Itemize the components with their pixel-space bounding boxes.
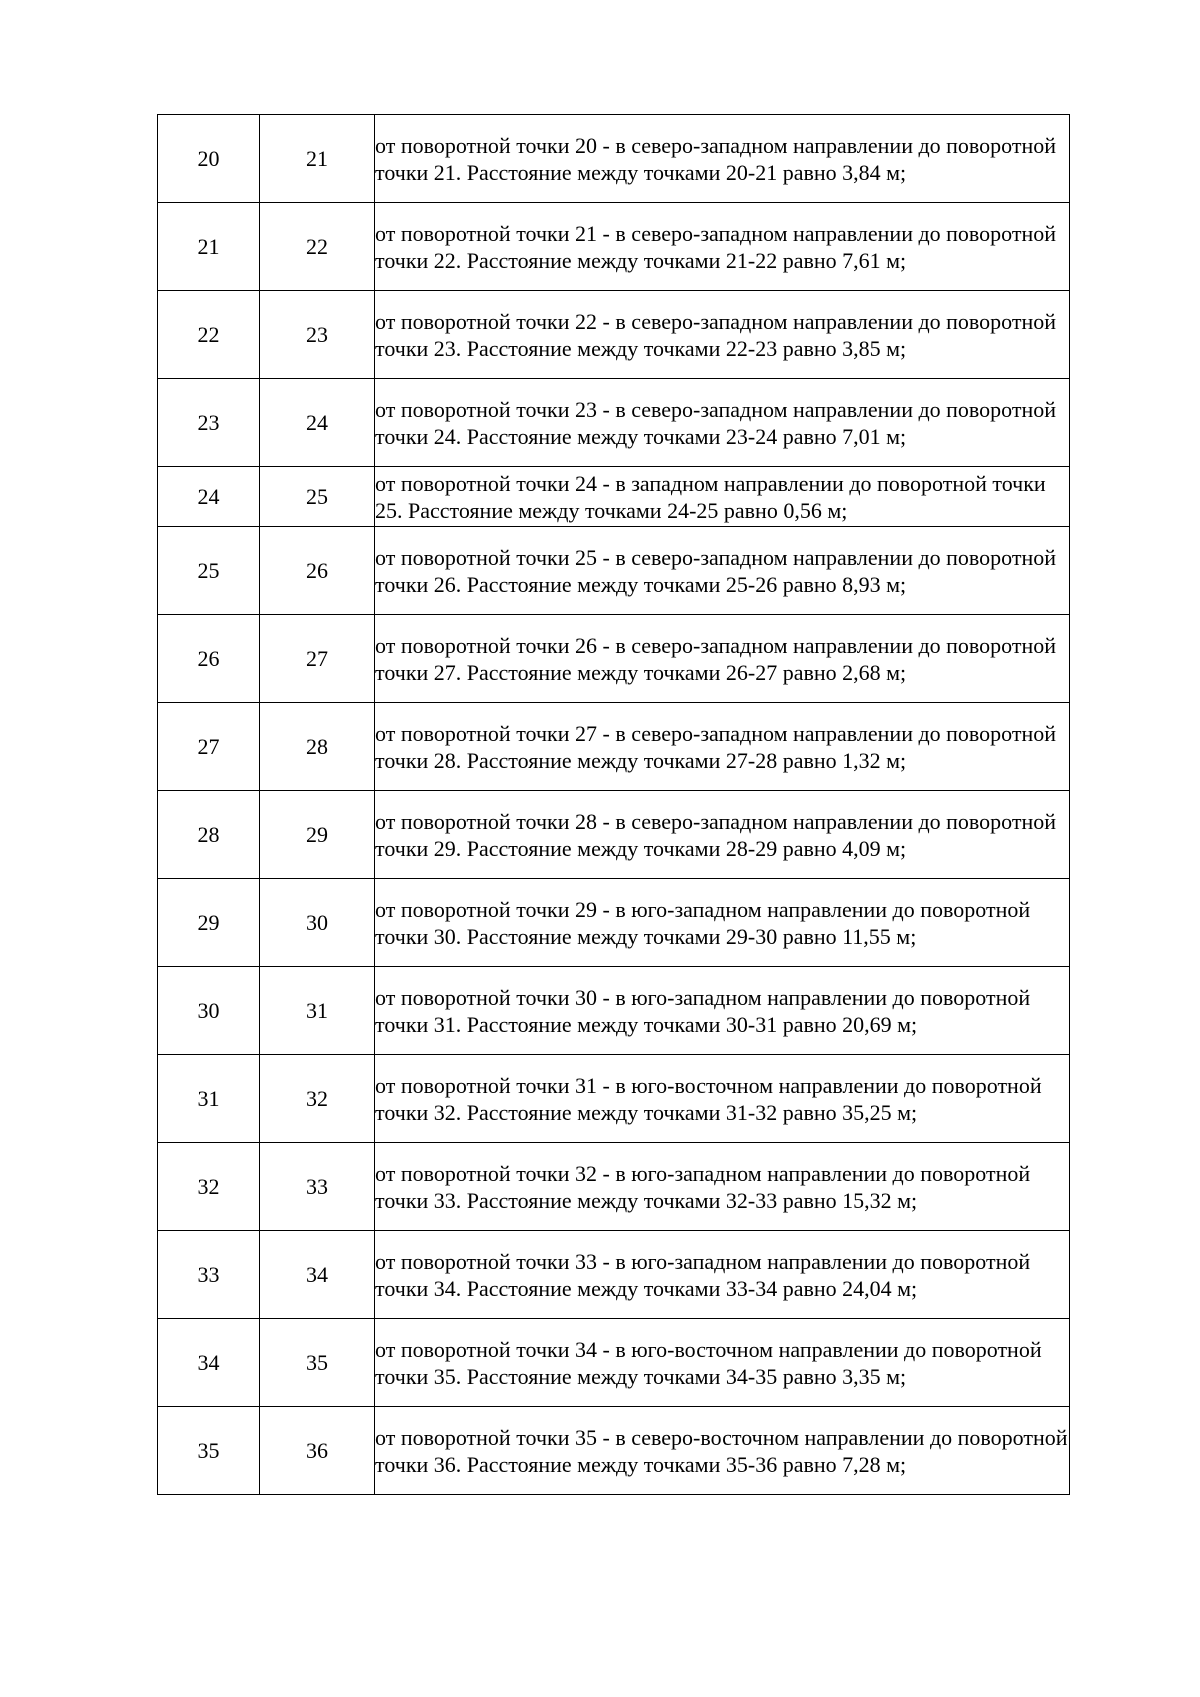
description-text: от поворотной точки 22 - в северо-западном направлении до поворотной точки 23. Расстояние между точками 22-23 равно 3,85 м; <box>375 309 1057 361</box>
from-point-cell: 25 <box>158 527 260 615</box>
table-row <box>158 203 1070 291</box>
to-point-cell: 23 <box>260 291 375 379</box>
description-cell <box>375 703 1070 791</box>
from-point-cell: 28 <box>158 791 260 879</box>
description-cell <box>375 879 1070 967</box>
description-cell <box>375 615 1070 703</box>
description-cell <box>375 967 1070 1055</box>
table-row <box>158 1143 1070 1231</box>
description-cell <box>375 527 1070 615</box>
to-point-cell: 26 <box>260 527 375 615</box>
description-text: от поворотной точки 26 - в северо-западном направлении до поворотной точки 27. Расстояние между точками 26-27 равно 2,68 м; <box>375 633 1057 685</box>
to-point-cell: 24 <box>260 379 375 467</box>
from-point-cell: 33 <box>158 1231 260 1319</box>
description-text: от поворотной точки 35 - в северо-восточном направлении до поворотной точки 36. Расстояние между точками 35-36 равно 7,28 м; <box>375 1425 1068 1477</box>
description-text: от поворотной точки 20 - в северо-западном направлении до поворотной точки 21. Расстояние между точками 20-21 равно 3,84 м; <box>375 133 1057 185</box>
description-cell <box>375 291 1070 379</box>
table-row <box>158 703 1070 791</box>
description-cell <box>375 1231 1070 1319</box>
description-cell <box>375 1319 1070 1407</box>
description-text: от поворотной точки 29 - в юго-западном направлении до поворотной точки 30. Расстояние между точками 29-30 равно 11,55 м; <box>375 897 1031 949</box>
description-text: от поворотной точки 23 - в северо-западном направлении до поворотной точки 24. Расстояние между точками 23-24 равно 7,01 м; <box>375 397 1057 449</box>
table-row <box>158 879 1070 967</box>
to-point-cell: 22 <box>260 203 375 291</box>
description-cell <box>375 115 1070 203</box>
to-point-cell: 32 <box>260 1055 375 1143</box>
to-point-cell: 28 <box>260 703 375 791</box>
table-row <box>158 791 1070 879</box>
table-row <box>158 1231 1070 1319</box>
from-point-cell: 29 <box>158 879 260 967</box>
description-text: от поворотной точки 21 - в северо-западном направлении до поворотной точки 22. Расстояние между точками 21-22 равно 7,61 м; <box>375 221 1057 273</box>
table-row <box>158 467 1070 527</box>
to-point-cell: 30 <box>260 879 375 967</box>
from-point-cell: 20 <box>158 115 260 203</box>
description-text: от поворотной точки 28 - в северо-западном направлении до поворотной точки 29. Расстояние между точками 28-29 равно 4,09 м; <box>375 809 1057 861</box>
table-row <box>158 379 1070 467</box>
from-point-cell: 24 <box>158 467 260 527</box>
from-point-cell: 22 <box>158 291 260 379</box>
to-point-cell: 36 <box>260 1407 375 1495</box>
from-point-cell: 31 <box>158 1055 260 1143</box>
description-text: от поворотной точки 33 - в юго-западном направлении до поворотной точки 34. Расстояние между точками 33-34 равно 24,04 м; <box>375 1249 1031 1301</box>
description-cell <box>375 203 1070 291</box>
description-text: от поворотной точки 30 - в юго-западном направлении до поворотной точки 31. Расстояние между точками 30-31 равно 20,69 м; <box>375 985 1031 1037</box>
from-point-cell: 34 <box>158 1319 260 1407</box>
description-cell <box>375 379 1070 467</box>
from-point-cell: 21 <box>158 203 260 291</box>
description-cell <box>375 467 1070 527</box>
to-point-cell: 29 <box>260 791 375 879</box>
to-point-cell: 33 <box>260 1143 375 1231</box>
to-point-cell: 34 <box>260 1231 375 1319</box>
description-text: от поворотной точки 31 - в юго-восточном направлении до поворотной точки 32. Расстояние между точками 31-32 равно 35,25 м; <box>375 1073 1042 1125</box>
from-point-cell: 30 <box>158 967 260 1055</box>
description-text: от поворотной точки 25 - в северо-западном направлении до поворотной точки 26. Расстояние между точками 25-26 равно 8,93 м; <box>375 545 1057 597</box>
table-row <box>158 1055 1070 1143</box>
description-text: от поворотной точки 34 - в юго-восточном направлении до поворотной точки 35. Расстояние между точками 34-35 равно 3,35 м; <box>375 1337 1042 1389</box>
table-row <box>158 527 1070 615</box>
to-point-cell: 25 <box>260 467 375 527</box>
table-row <box>158 1319 1070 1407</box>
table-row <box>158 115 1070 203</box>
from-point-cell: 32 <box>158 1143 260 1231</box>
from-point-cell: 35 <box>158 1407 260 1495</box>
table-row <box>158 967 1070 1055</box>
table-row <box>158 615 1070 703</box>
to-point-cell: 27 <box>260 615 375 703</box>
table-row <box>158 291 1070 379</box>
boundary-points-table <box>157 114 1070 1495</box>
from-point-cell: 23 <box>158 379 260 467</box>
to-point-cell: 35 <box>260 1319 375 1407</box>
description-cell <box>375 791 1070 879</box>
from-point-cell: 26 <box>158 615 260 703</box>
to-point-cell: 21 <box>260 115 375 203</box>
from-point-cell: 27 <box>158 703 260 791</box>
to-point-cell: 31 <box>260 967 375 1055</box>
description-cell <box>375 1143 1070 1231</box>
description-cell <box>375 1407 1070 1495</box>
description-text: от поворотной точки 24 - в западном направлении до поворотной точки 25. Расстояние между точками 24-25 равно 0,56 м; <box>375 471 1046 523</box>
table-row <box>158 1407 1070 1495</box>
description-text: от поворотной точки 32 - в юго-западном направлении до поворотной точки 33. Расстояние между точками 32-33 равно 15,32 м; <box>375 1161 1031 1213</box>
description-cell <box>375 1055 1070 1143</box>
description-text: от поворотной точки 27 - в северо-западном направлении до поворотной точки 28. Расстояние между точками 27-28 равно 1,32 м; <box>375 721 1057 773</box>
